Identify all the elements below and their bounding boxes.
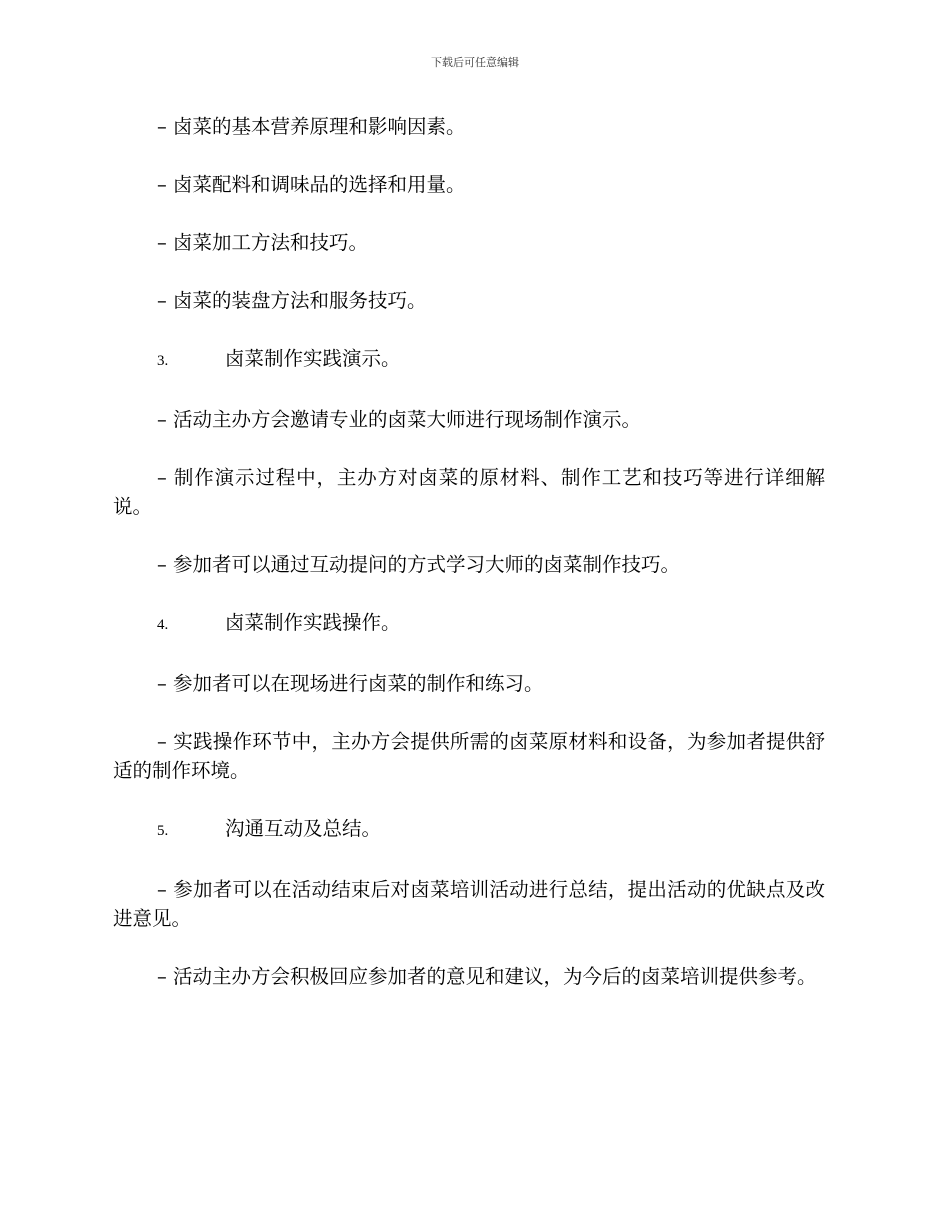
numbered-heading-text: 卤菜制作实践操作。 [225, 611, 401, 634]
numbered-heading [157, 814, 825, 846]
bullet-paragraph: – 卤菜加工方法和技巧。 [157, 231, 368, 254]
numbered-heading-text: 卤菜制作实践演示。 [225, 347, 401, 370]
numbered-heading [157, 608, 825, 640]
page-header: 下载后可任意编辑 [431, 56, 519, 69]
bullet-paragraph: – 制作演示过程中，主办方对卤菜的原材料、制作工艺和技巧等进行详细解说。 [113, 466, 825, 518]
bullet-paragraph: – 卤菜的基本营养原理和影响因素。 [157, 115, 466, 138]
bullet-paragraph: – 活动主办方会积极回应参加者的意见和建议，为今后的卤菜培训提供参考。 [157, 965, 817, 988]
document-body [113, 112, 825, 1020]
numbered-heading [157, 344, 825, 376]
list-number: 3. [157, 353, 169, 369]
numbered-heading-text: 沟通互动及总结。 [225, 817, 382, 840]
bullet-paragraph: – 活动主办方会邀请专业的卤菜大师进行现场制作演示。 [157, 408, 641, 431]
bullet-paragraph: – 卤菜配料和调味品的选择和用量。 [157, 173, 466, 196]
bullet-paragraph: – 参加者可以通过互动提问的方式学习大师的卤菜制作技巧。 [157, 553, 680, 576]
list-number: 4. [157, 617, 169, 633]
list-number: 5. [157, 823, 169, 839]
bullet-paragraph: – 实践操作环节中，主办方会提供所需的卤菜原材料和设备，为参加者提供舒适的制作环境。 [113, 730, 825, 782]
bullet-paragraph: – 参加者可以在活动结束后对卤菜培训活动进行总结，提出活动的优缺点及改进意见。 [113, 878, 825, 930]
bullet-paragraph: – 卤菜的装盘方法和服务技巧。 [157, 289, 427, 312]
bullet-paragraph: – 参加者可以在现场进行卤菜的制作和练习。 [157, 672, 544, 695]
